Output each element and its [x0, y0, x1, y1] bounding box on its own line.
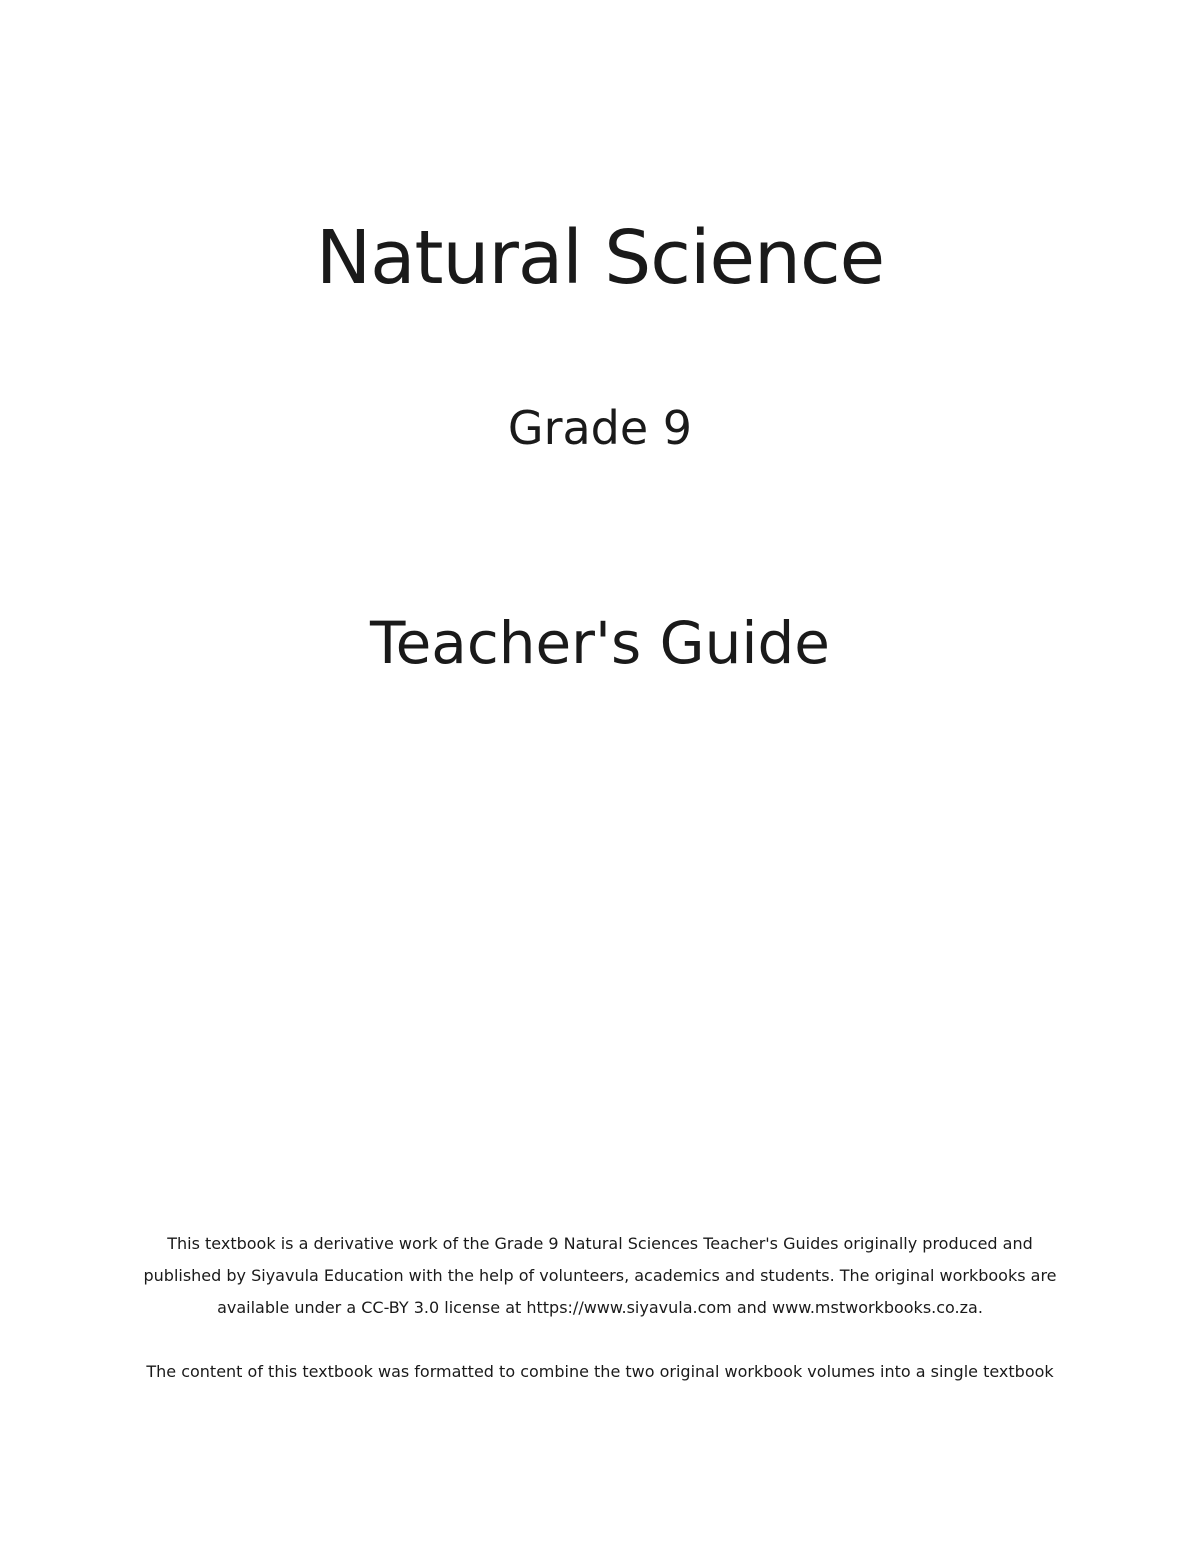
guide-subtitle: Teacher's Guide [370, 609, 830, 677]
format-note-paragraph [100, 1356, 1100, 1388]
license-line-1: This textbook is a derivative work of the Grade 9 Natural Sciences Teacher's Guides originally produced and [167, 1234, 1033, 1253]
license-line-2: published by Siyavula Education with the help of volunteers, academics and students. The original workbooks are [143, 1266, 1057, 1285]
format-note-line: The content of this textbook was formatted to combine the two original workbook volumes into a single textbook [146, 1362, 1054, 1381]
book-title: Natural Science [315, 215, 885, 301]
license-notice [100, 1228, 1100, 1388]
grade-label: Grade 9 [507, 401, 693, 455]
license-line-3: available under a CC-BY 3.0 license at https://www.siyavula.com and www.mstworkbooks.co.za. [217, 1298, 983, 1317]
license-paragraph [100, 1228, 1100, 1324]
